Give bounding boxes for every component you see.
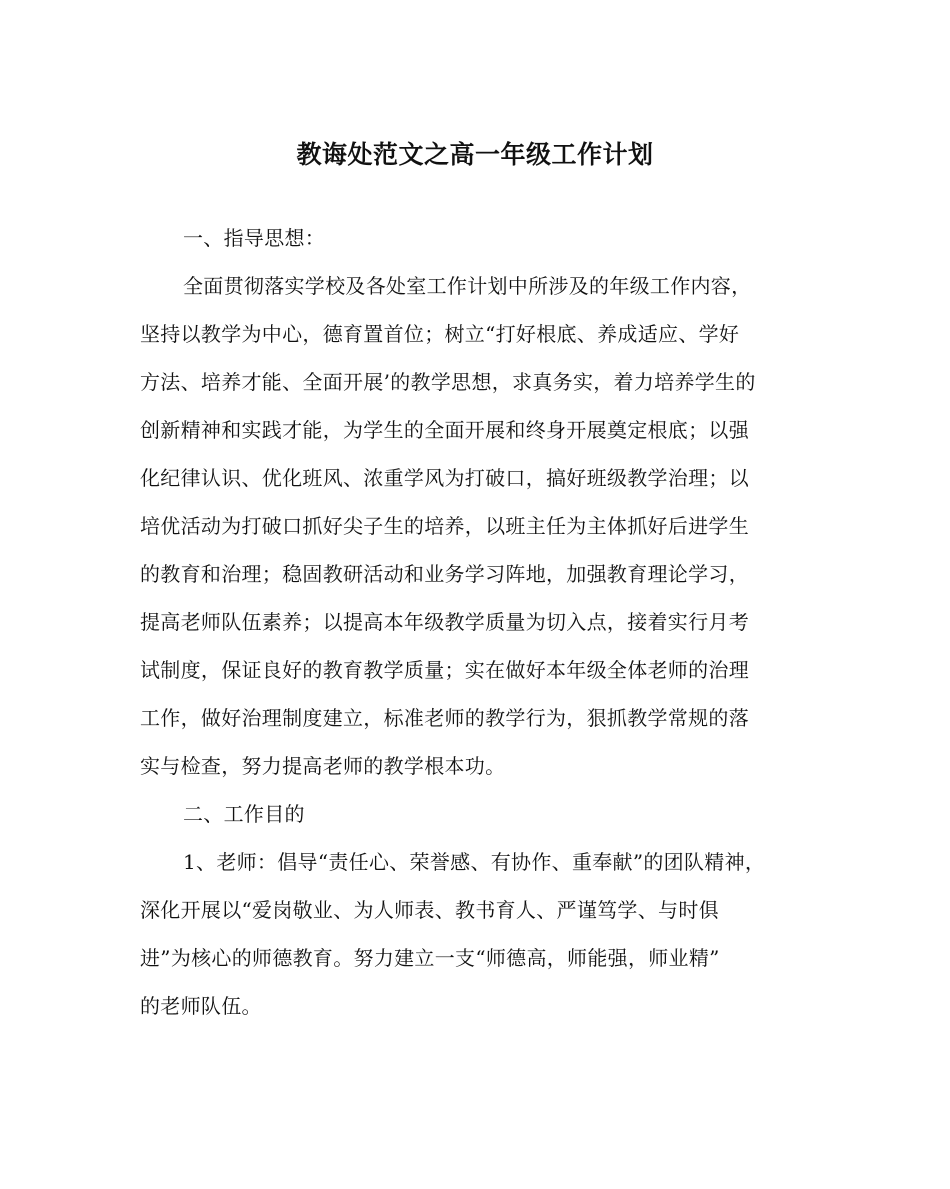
paragraph-line: 的老师队伍。 [140,994,262,1018]
paragraph-line: 培优活动为打破口抓好尖子生的培养，以班主任为主体抓好后进学生 [140,514,749,538]
paragraph-line: 方法、培养才能、全面开展’的教学思想，求真务实，着力培养学生的 [140,370,756,394]
paragraph-line: 实与检查，努力提高老师的教学根本功。 [140,754,506,778]
paragraph-line: 创新精神和实践才能，为学生的全面开展和终身开展奠定根底；以强 [140,418,749,442]
paragraph-line: 化纪律认识、优化班风、浓重学风为打破口，搞好班级教学治理；以 [140,466,749,490]
paragraph-line: 深化开展以“爱岗敬业、为人师表、教书育人、严谨笃学、与时俱 [140,898,719,922]
paragraph-line: 1、老师：倡导“责任心、荣誉感、有协作、重奉献”的团队精神， [183,850,766,874]
paragraph-line: 全面贯彻落实学校及各处室工作计划中所涉及的年级工作内容， [183,274,752,298]
section-heading-guiding-ideology: 一、指导思想： [183,226,326,250]
document-title: 教诲处范文之高一年级工作计划 [296,140,654,169]
paragraph-line: 的教育和治理；稳固教研活动和业务学习阵地，加强教育理论学习， [140,562,749,586]
paragraph-line: 提高老师队伍素养；以提高本年级教学质量为切入点，接着实行月考 [140,610,749,634]
paragraph-line: 坚持以教学为中心，德育置首位；树立“打好根底、养成适应、学好 [140,322,740,346]
paragraph-line: 试制度，保证良好的教育教学质量；实在做好本年级全体老师的治理 [140,658,749,682]
section-heading-work-goals: 二、工作目的 [183,802,305,826]
paragraph-line: 工作，做好治理制度建立，标准老师的教学行为，狠抓教学常规的落 [140,706,749,730]
paragraph-line: 进”为核心的师德教育。努力建立一支“师德高，师能强，师业精” [140,946,720,970]
